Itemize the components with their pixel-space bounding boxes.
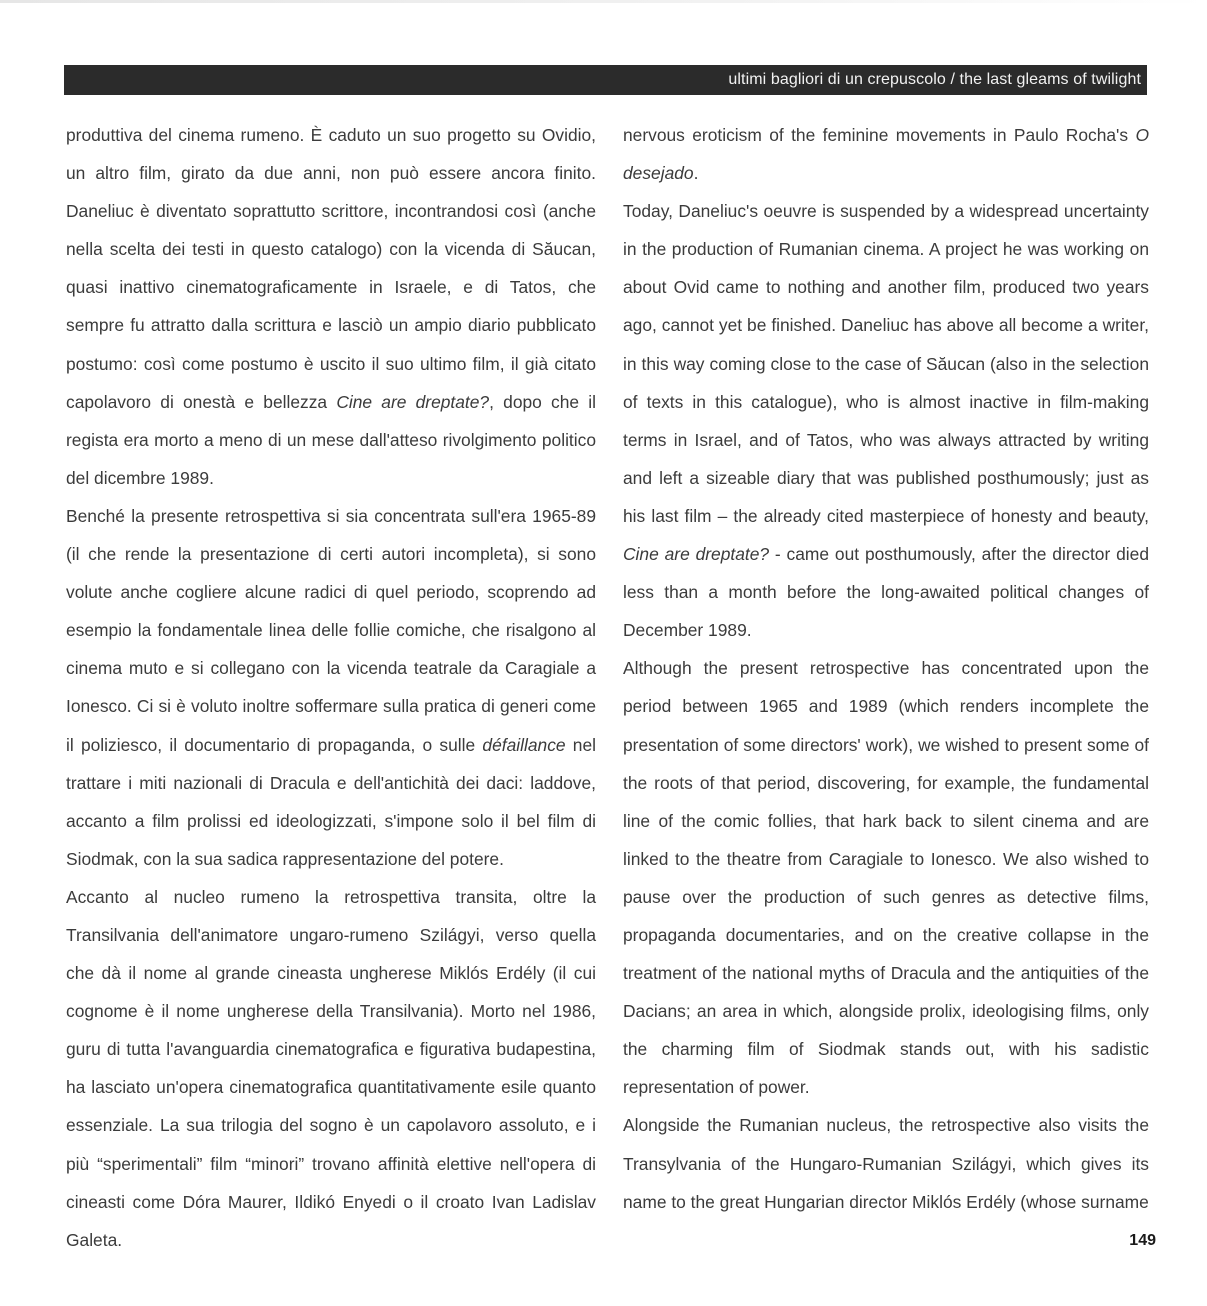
running-title: ultimi bagliori di un crepuscolo / the last gleams of twilight — [728, 71, 1141, 88]
paragraph — [66, 497, 596, 878]
text-run: , dopo che il regista era morto a meno di un mese dall'atteso rivolgimento politico del dicembre 1989. — [66, 391, 596, 488]
paragraph — [623, 116, 1149, 192]
paragraph: Alongside the Rumanian nucleus, the retrospective also visits the Transylvania of the Hungaro-Rumanian Szilágyi, which gives its name to the great Hungarian director Miklós Erdély (whose surname — [623, 1115, 1149, 1212]
paragraph — [66, 116, 596, 497]
right-column-english — [623, 116, 1149, 1221]
film-title-italic: Cine are dreptate? — [623, 544, 770, 565]
paragraph: Accanto al nucleo rumeno la retrospettiva transita, oltre la Transilvania dell'animatore ungaro-rumeno Szilágyi, verso quella che dà il nome al grande cineasta ungherese Miklós Erdély (il cui cognome è il nome ungherese della Transilvania). Morto nel 1986, guru di tutta l'avanguardia cinematografica e figurativa budapestina, ha lasciato un'opera cinematografica quantitativamente esile quanto essenziale. La sua trilogia del sogno è un capolavoro assoluto, e i più “sperimentali” film “minori” trovano affinità elettive nell'opera di cineasti come Dóra Maurer, Ildikó Enyedi o il croato Ivan Ladislav Galeta. — [66, 886, 596, 1250]
film-title-italic: O desejado — [623, 125, 1149, 184]
text-run: Benché la presente retrospettiva si sia concentrata sull'era 1965-89 (il che rende la presentazione di certi autori incompleta), si sono volute anche cogliere alcune radici di quel periodo, scoprendo ad esempio la fondamentale linea delle follie comiche, che risalgono al cinema muto e si collegano con la vicenda teatrale da Caragiale a Ionesco. Ci si è voluto inoltre soffermare sulla pratica di generi come il poliziesco, il documentario di propaganda, o sulle — [66, 505, 596, 755]
paragraph: Although the present retrospective has concentrated upon the period between 1965 and 1989 (which renders incomplete the presentation of some directors' work), we wished to present some of the roots of that period, discovering, for example, the fundamental line of the comic follies, that hark back to silent cinema and are linked to the theatre from Caragiale to Ionesco. We also wished to pause over the production of such genres as detective films, propaganda documentaries, and on the creative collapse in the treatment of the national myths of Dracula and the antiquities of the Dacians; an area in which, alongside prolix, ideologising films, only the charming film of Siodmak stands out, with his sadistic representation of power. — [623, 658, 1149, 1098]
text-run: nervous eroticism of the feminine movements in Paulo Rocha's — [623, 125, 1136, 145]
text-run: produttiva del cinema rumeno. È caduto un suo progetto su Ovidio, un altro film, girato da due anni, non può essere ancora finito. Daneliuc è diventato soprattutto scrittore, incontrandosi così (anche nella scelta dei testi in questo catalogo) con la vicenda di Săucan, quasi inattivo cinematograficamente in Israele, e di Tatos, che sempre fu attratto dalla scrittura e lasciò un ampio diario pubblicato postumo: così come postumo è uscito il suo ultimo film, il già citato capolavoro di onestà e bellezza — [66, 125, 596, 412]
text-run: . — [693, 163, 699, 184]
top-edge-rule — [0, 0, 1207, 3]
term-italic: défaillance — [482, 734, 566, 755]
page-number: 149 — [1129, 1232, 1156, 1249]
text-run: Today, Daneliuc's oeuvre is suspended by a widespread uncertainty in the production of Rumanian cinema. A project he was working on about Ovid came to nothing and another film, produced two years ago, cannot yet be finished. Daneliuc has above all become a writer, in this way coming close to the case of Săucan (also in the selection of texts in this catalogue), who is almost inactive in film-making terms in Israel, and of Tatos, who was always attracted by writing and left a sizeable diary that was published posthumously; just as his last film – the already cited masterpiece of honesty and beauty, — [623, 201, 1149, 526]
text-run: nel trattare i miti nazionali di Dracula e dell'antichità dei daci: laddove, accanto a film prolissi ed ideologizzati, s'impone solo il bel film di Siodmak, con la sua sadica rappresentazione del potere. — [66, 734, 596, 869]
text-run: - came out posthumously, after the director died less than a month before the long-awaited political changes of December 1989. — [623, 544, 1149, 641]
film-title-italic: Cine are dreptate? — [336, 391, 490, 412]
left-column-italian — [66, 116, 596, 1259]
running-header-bar — [64, 65, 1147, 95]
paragraph — [623, 192, 1149, 649]
